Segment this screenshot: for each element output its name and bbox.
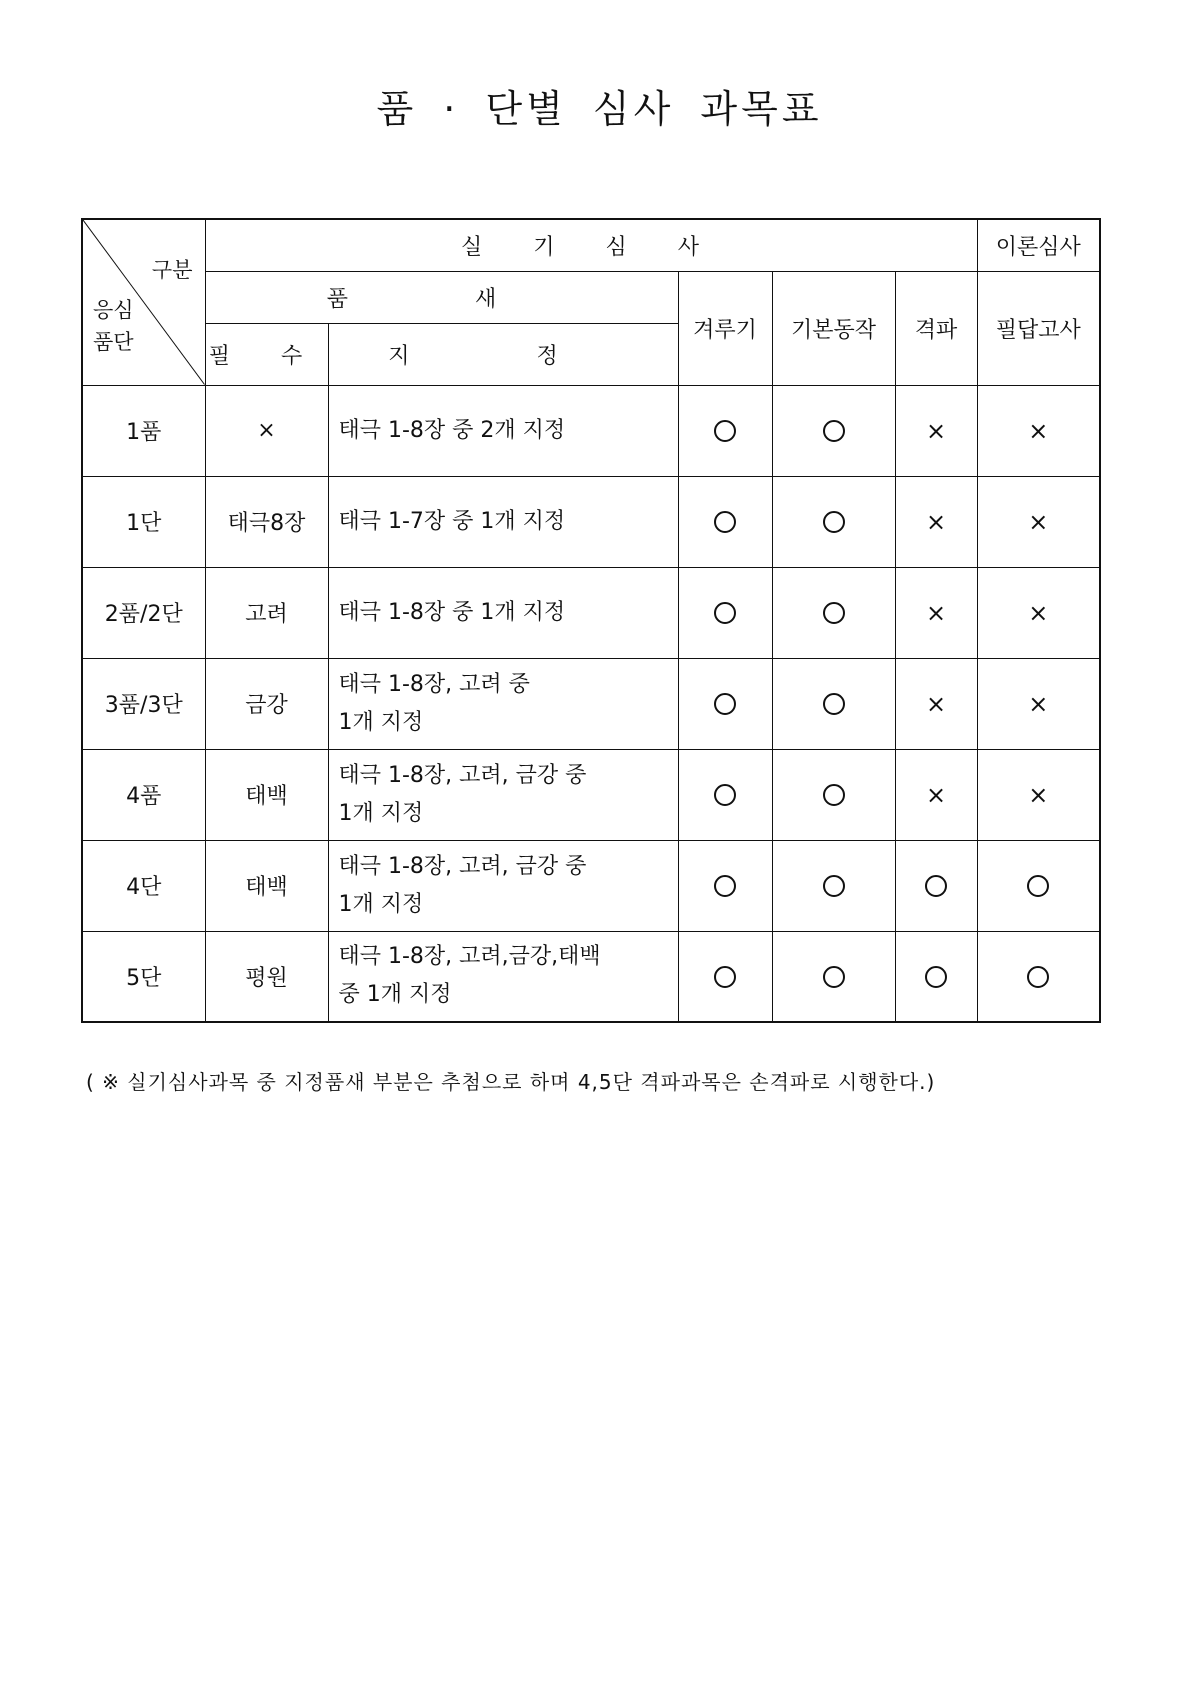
- header-breaking: 격파: [895, 271, 977, 385]
- designated-poomsae-cell: [328, 476, 678, 567]
- cross-mark: ×: [925, 598, 947, 627]
- header-theory-exam: 이론심사: [977, 219, 1100, 271]
- circle-mark: [823, 602, 845, 624]
- designated-poomsae-cell: [328, 749, 678, 840]
- table-row: [82, 931, 1100, 1022]
- circle-mark: [823, 511, 845, 533]
- basics-cell: [772, 658, 895, 749]
- basics-cell: [772, 931, 895, 1022]
- required-poomsae-cell: 태백: [205, 749, 328, 840]
- cross-mark: ×: [1028, 507, 1049, 536]
- rank-cell: 4품: [82, 749, 205, 840]
- corner-label-rank: 품단: [93, 330, 134, 354]
- breaking-cell: [895, 567, 977, 658]
- designated-poomsae-cell: [328, 658, 678, 749]
- circle-mark: [823, 420, 845, 442]
- header-written: 필답고사: [977, 271, 1100, 385]
- rank-cell: 5단: [82, 931, 205, 1022]
- circle-mark: [925, 875, 947, 897]
- rank-cell: 4단: [82, 840, 205, 931]
- circle-mark: [823, 693, 845, 715]
- table-row: [82, 658, 1100, 749]
- required-poomsae-cell: 태백: [205, 840, 328, 931]
- circle-mark: [714, 602, 736, 624]
- cross-mark: ×: [1028, 416, 1049, 445]
- designated-line-1: 태극 1-8장, 고려 중: [338, 671, 530, 697]
- circle-mark: [714, 966, 736, 988]
- sparring-cell: [678, 840, 772, 931]
- header-basics: 기본동작: [772, 271, 895, 385]
- required-poomsae-cell: 평원: [205, 931, 328, 1022]
- designated-line-2: 중 1개 지정: [338, 982, 452, 1008]
- basics-cell: [772, 749, 895, 840]
- circle-mark: [823, 784, 845, 806]
- basics-cell: [772, 385, 895, 476]
- breaking-cell: [895, 840, 977, 931]
- cross-mark: ×: [925, 507, 947, 536]
- designated-poomsae-cell: [328, 840, 678, 931]
- table-row: [82, 385, 1100, 476]
- header-sparring: 겨루기: [678, 271, 772, 385]
- required-poomsae-cell: 태극8장: [205, 476, 328, 567]
- header-practical-exam: 실 기 심 사: [205, 219, 977, 271]
- breaking-cell: [895, 385, 977, 476]
- table-row: [82, 567, 1100, 658]
- designated-poomsae-cell: [328, 385, 678, 476]
- written-cell: [977, 931, 1100, 1022]
- breaking-cell: [895, 749, 977, 840]
- sparring-cell: [678, 658, 772, 749]
- circle-mark: [1027, 966, 1049, 988]
- exam-subjects-table: [81, 218, 1101, 1023]
- breaking-cell: [895, 476, 977, 567]
- designated-line-2: 1개 지정: [338, 800, 424, 826]
- written-cell: [977, 658, 1100, 749]
- cross-mark: ×: [925, 416, 947, 445]
- sparring-cell: [678, 749, 772, 840]
- circle-mark: [1027, 875, 1049, 897]
- circle-mark: [925, 966, 947, 988]
- circle-mark: [714, 784, 736, 806]
- circle-mark: [714, 875, 736, 897]
- required-poomsae-cell: 금강: [205, 658, 328, 749]
- cross-mark: ×: [1028, 598, 1049, 627]
- written-cell: [977, 749, 1100, 840]
- designated-line-1: 태극 1-8장, 고려, 금강 중: [338, 853, 587, 879]
- basics-cell: [772, 476, 895, 567]
- circle-mark: [823, 966, 845, 988]
- cross-mark: ×: [1028, 689, 1049, 718]
- designated-line-1: 태극 1-8장 중 1개 지정: [338, 599, 566, 625]
- table-row: [82, 749, 1100, 840]
- circle-mark: [714, 420, 736, 442]
- designated-line-1: 태극 1-8장 중 2개 지정: [338, 417, 566, 443]
- sparring-cell: [678, 931, 772, 1022]
- breaking-cell: [895, 658, 977, 749]
- designated-line-1: 태극 1-7장 중 1개 지정: [338, 508, 566, 534]
- rank-cell: 1단: [82, 476, 205, 567]
- sparring-cell: [678, 476, 772, 567]
- designated-line-1: 태극 1-8장, 고려, 금강 중: [338, 762, 587, 788]
- sparring-cell: [678, 385, 772, 476]
- page-title: 품 · 단별 심사 과목표: [376, 87, 823, 131]
- designated-poomsae-cell: [328, 931, 678, 1022]
- required-poomsae-cell: ×: [205, 385, 328, 476]
- rank-cell: 2품/2단: [82, 567, 205, 658]
- designated-line-2: 1개 지정: [338, 891, 424, 917]
- designated-line-2: 1개 지정: [338, 709, 424, 735]
- required-poomsae-cell: 고려: [205, 567, 328, 658]
- basics-cell: [772, 567, 895, 658]
- corner-label-category: 구분: [151, 258, 193, 282]
- rank-cell: 1품: [82, 385, 205, 476]
- rank-cell: 3품/3단: [82, 658, 205, 749]
- circle-mark: [714, 511, 736, 533]
- header-required: 필 수: [205, 323, 328, 385]
- cross-mark: ×: [925, 689, 947, 718]
- circle-mark: [714, 693, 736, 715]
- written-cell: [977, 385, 1100, 476]
- written-cell: [977, 567, 1100, 658]
- header-designated: 지 정: [328, 323, 678, 385]
- footnote: ( ※ 실기심사과목 중 지정품새 부분은 추첨으로 하며 4,5단 격파과목은 손격파로 시행한다.): [86, 1070, 936, 1094]
- circle-mark: [823, 875, 845, 897]
- written-cell: [977, 840, 1100, 931]
- header-poomsae: 품 새: [205, 271, 678, 323]
- corner-header-cell: [82, 219, 205, 385]
- table-row: [82, 476, 1100, 567]
- breaking-cell: [895, 931, 977, 1022]
- cross-mark: ×: [1028, 780, 1049, 809]
- designated-poomsae-cell: [328, 567, 678, 658]
- table-row: [82, 840, 1100, 931]
- designated-line-1: 태극 1-8장, 고려,금강,태백: [338, 944, 601, 970]
- sparring-cell: [678, 567, 772, 658]
- cross-mark: ×: [925, 780, 947, 809]
- corner-label-applicant: 응심: [93, 298, 134, 322]
- basics-cell: [772, 840, 895, 931]
- written-cell: [977, 476, 1100, 567]
